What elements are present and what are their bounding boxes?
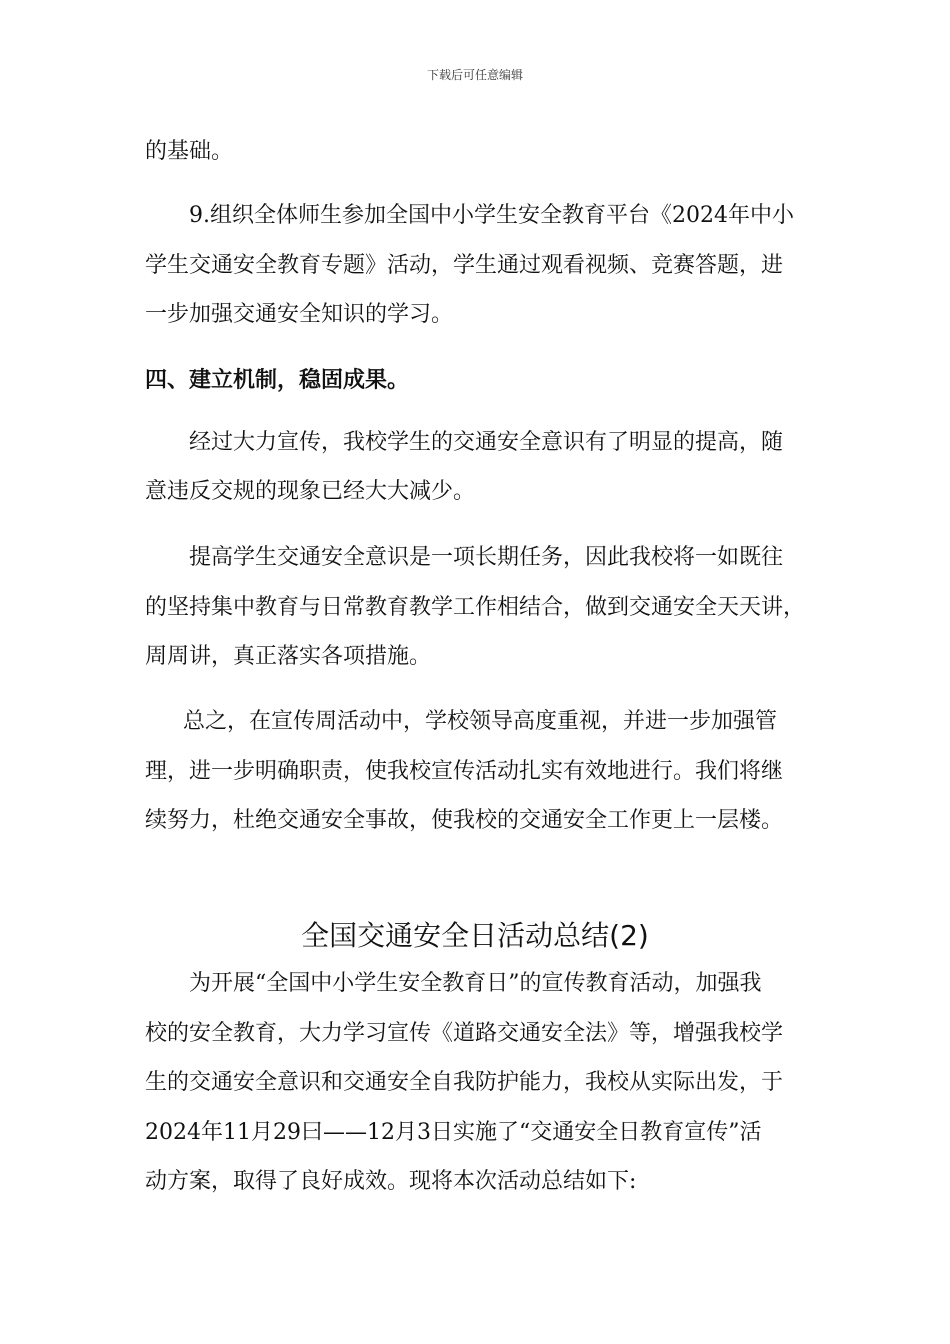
- section-heading: 四、建立机制，稳固成果。: [145, 368, 410, 393]
- paragraph-line: 为开展“全国中小学生安全教育日”的宣传教育活动，加强我: [189, 971, 762, 996]
- paragraph-line: 的基础。: [145, 139, 234, 164]
- paragraph-line: 周周讲，真正落实各项措施。: [145, 644, 432, 669]
- paragraph-line: 总之，在宣传周活动中，学校领导高度重视，并进一步加强管: [183, 709, 778, 734]
- paragraph-line: 2024年11月29曰——12月3日实施了“交通安全日教育宣传”活: [145, 1120, 762, 1145]
- paragraph-line: 动方案，取得了良好成效。现将本次活动总结如下:: [145, 1169, 637, 1194]
- paragraph-line: 生的交通安全意识和交通安全自我防护能力，我校从实际出发，于: [145, 1070, 784, 1095]
- paragraph-line: 续努力，杜绝交通安全事故，使我校的交通安全工作更上一层楼。: [145, 808, 784, 833]
- paragraph-line: 校的安全教育，大力学习宣传《道路交通安全法》等，增强我校学: [145, 1021, 784, 1046]
- paragraph-line: 学生交通安全教育专题》活动，学生通过观看视频、竞赛答题，进: [145, 253, 784, 278]
- paragraph-line: 经过大力宣传，我校学生的交通安全意识有了明显的提高，随: [189, 430, 784, 455]
- paragraph-line: 意违反交规的现象已经大大减少。: [145, 479, 476, 504]
- paragraph-line: 的坚持集中教育与日常教育教学工作相结合，做到交通安全天天讲，: [145, 595, 806, 620]
- paragraph-line: 提高学生交通安全意识是一项长期任务，因此我校将一如既往: [189, 545, 784, 570]
- section-title: 全国交通安全日活动总结(2): [301, 919, 649, 952]
- paragraph-line: 一步加强交通安全知识的学习。: [145, 302, 454, 327]
- header-note: 下载后可任意编辑: [426, 68, 523, 82]
- paragraph-line: 9.组织全体师生参加全国中小学生安全教育平台《2024年中小: [189, 203, 794, 228]
- paragraph-line: 理，进一步明确职责，使我校宣传活动扎实有效地进行。我们将继: [145, 759, 784, 784]
